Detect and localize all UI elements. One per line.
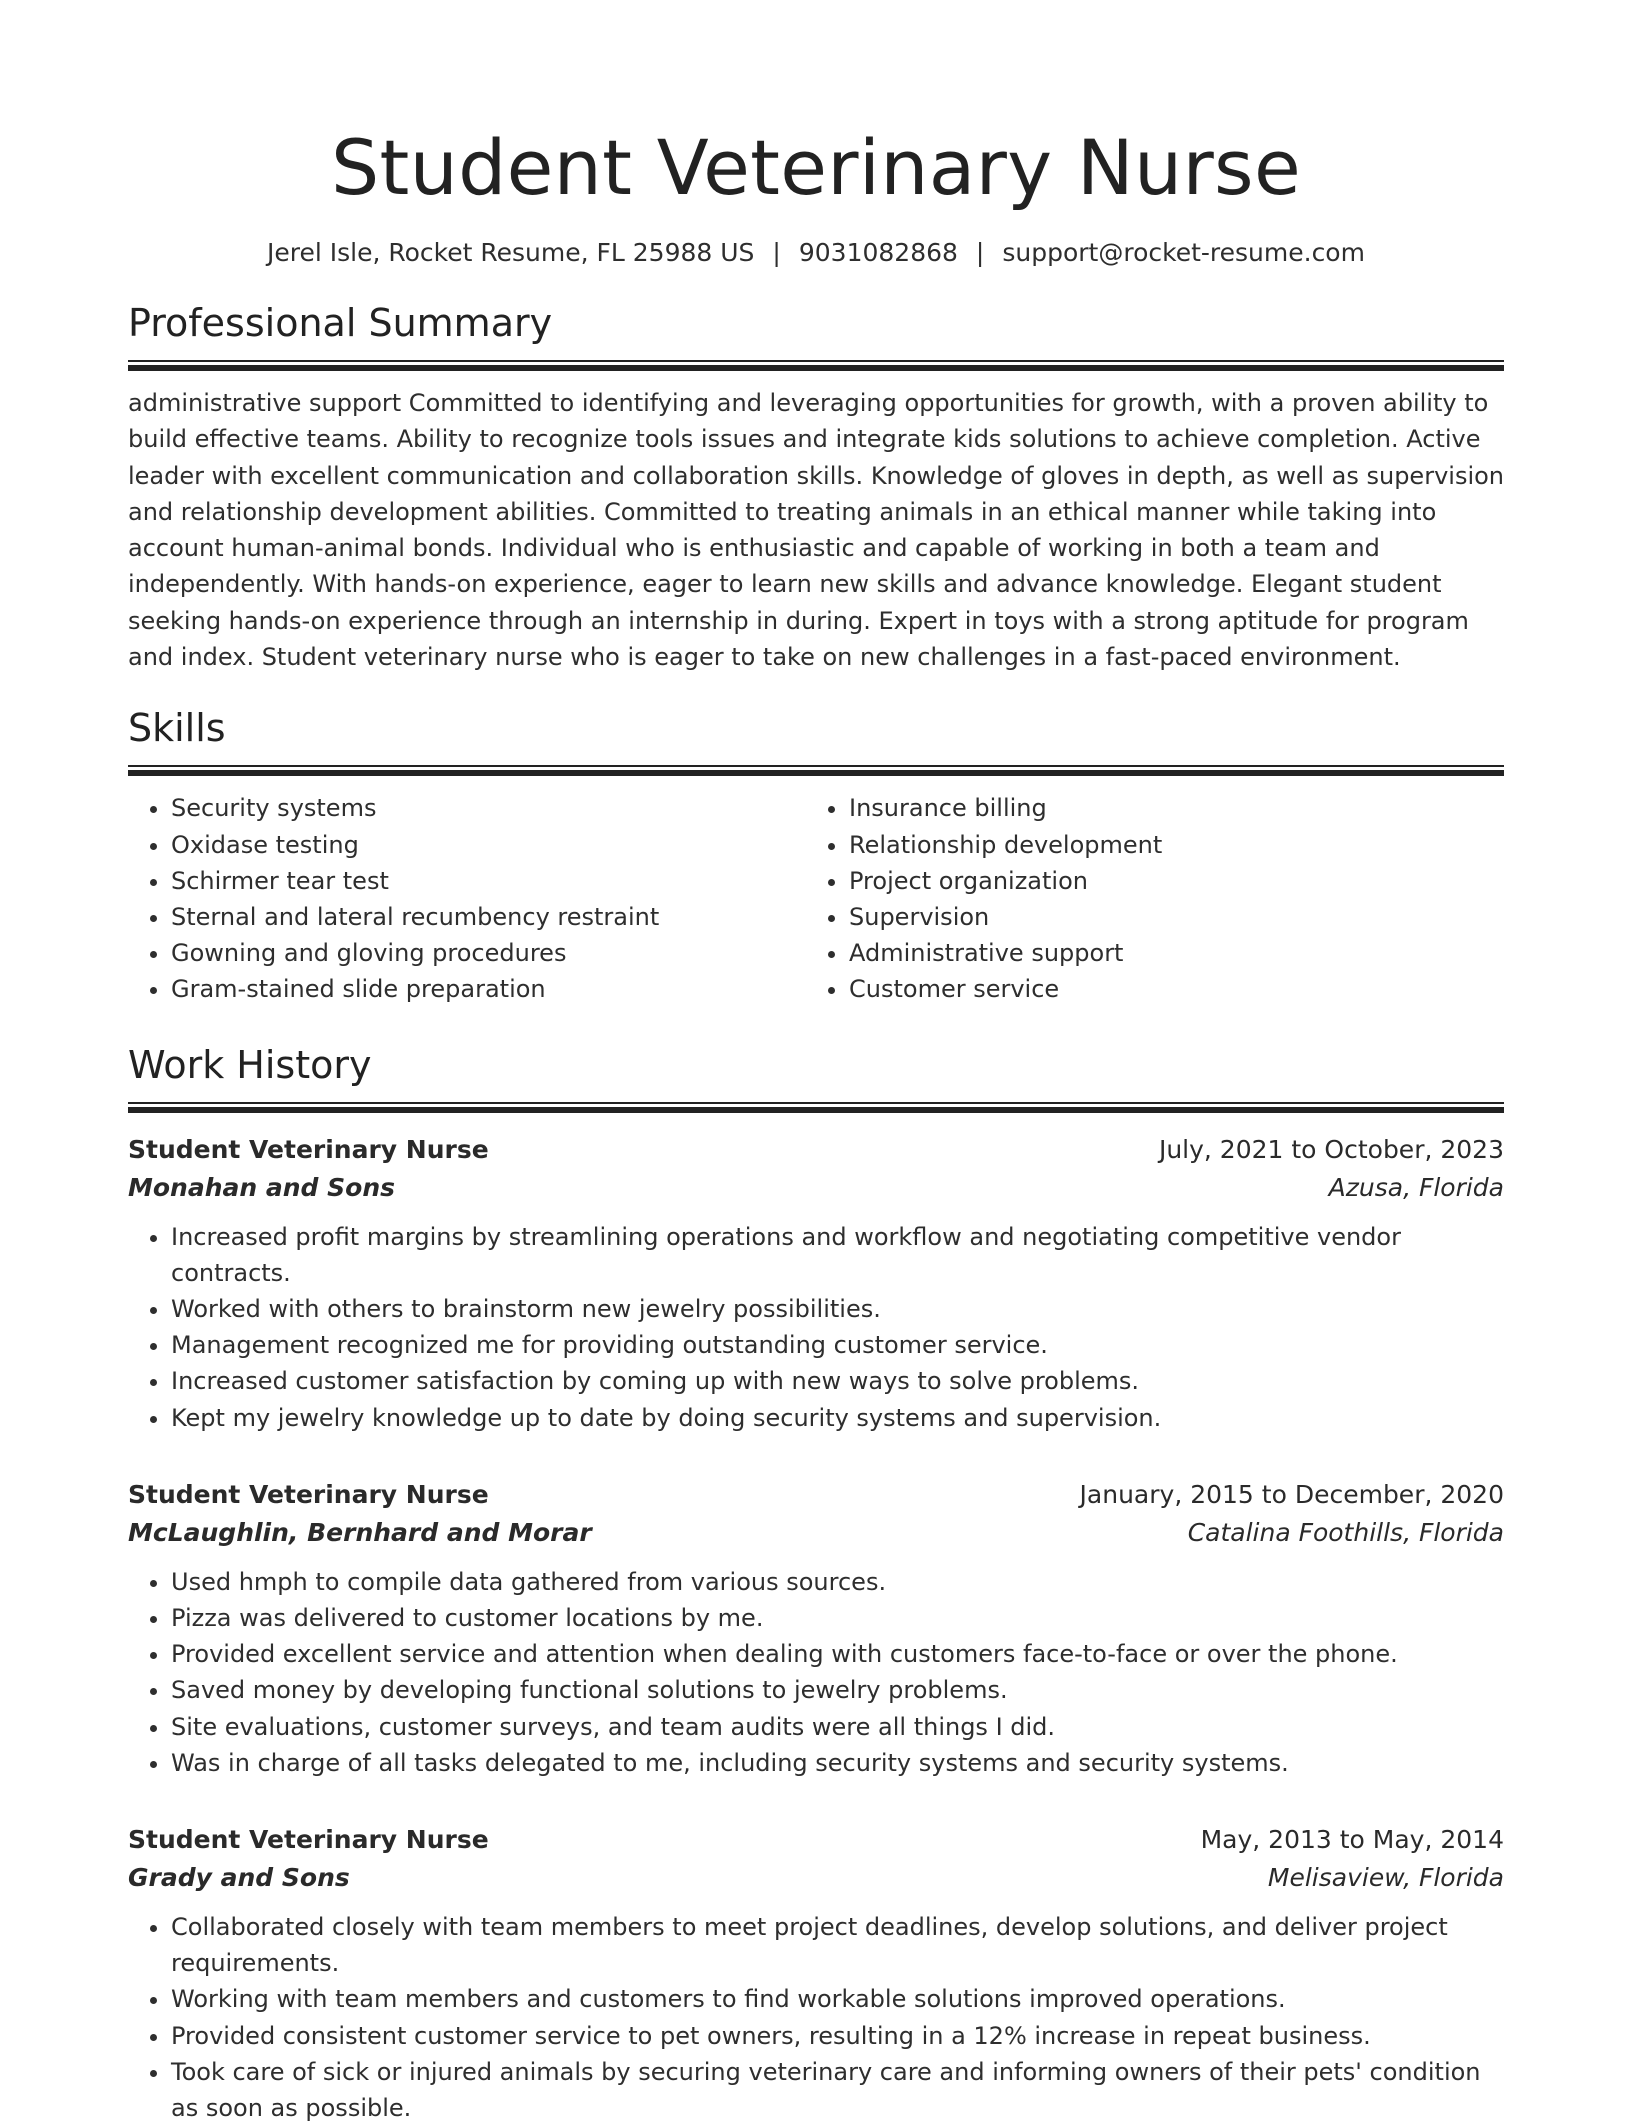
contact-separator: | (975, 238, 985, 267)
skill-item: • Project organization (849, 863, 1484, 899)
skill-item: • Gowning and gloving procedures (171, 935, 806, 971)
section-divider (128, 360, 1504, 371)
skill-item: • Relationship development (849, 827, 1484, 863)
job-entry (128, 1476, 1504, 1781)
job-bullet: • Used hmph to compile data gathered from various sources. (171, 1564, 1504, 1600)
summary-text: administrative support Committed to identifying and leveraging opportunities for growth, with a proven ability to build effective teams. Ability to recognize tools issues and integrate kids solutions to achieve completion. Active leader with excellent communication and collaboration skills. Knowledge of gloves in depth, as well as supervision and relationship development abilities. Committed to treating animals in an ethical manner while taking into account human-animal bonds. Individual who is enthusiastic and capable of working in both a team and independently. With hands-on experience, eager to learn new skills and advance knowledge. Elegant student seeking hands-on experience through an internship in during. Expert in toys with a strong aptitude for program and index. Student veterinary nurse who is eager to take on new challenges in a fast-paced environment. (128, 389, 1505, 672)
skill-item: • Administrative support (849, 935, 1484, 971)
job-company-row (128, 1514, 1504, 1552)
skill-item: • Security systems (171, 790, 806, 826)
job-bullet: • Increased customer satisfaction by coming up with new ways to solve problems. (171, 1363, 1504, 1399)
job-bullets (128, 1564, 1504, 1781)
job-location: Azusa, Florida (1328, 1172, 1504, 1202)
job-location: Melisaview, Florida (1267, 1863, 1504, 1893)
contact-address: Jerel Isle, Rocket Resume, FL 25988 US (267, 238, 755, 267)
job-bullet: • Pizza was delivered to customer locations by me. (171, 1600, 1504, 1636)
job-title: Student Veterinary Nurse (128, 1825, 489, 1855)
skill-item: • Oxidase testing (171, 827, 806, 863)
job-bullet: • Saved money by developing functional solutions to jewelry problems. (171, 1672, 1504, 1708)
section-divider (128, 765, 1504, 776)
job-bullet: • Site evaluations, customer surveys, and team audits were all things I did. (171, 1709, 1504, 1745)
resume-page (128, 0, 1504, 2126)
job-bullet: • Worked with others to brainstorm new jewelry possibilities. (171, 1291, 1504, 1327)
job-bullet: • Management recognized me for providing outstanding customer service. (171, 1327, 1504, 1363)
job-location: Catalina Foothills, Florida (1187, 1517, 1504, 1547)
job-bullet: • Working with team members and customers to find workable solutions improved operations. (171, 1981, 1504, 2017)
job-bullets (128, 1909, 1504, 2126)
section-heading-skills: Skills (128, 706, 226, 751)
job-company-row (128, 1169, 1504, 1207)
job-bullet: • Increased profit margins by streamlining operations and workflow and negotiating competitive vendor contracts. (171, 1219, 1504, 1291)
section-divider (128, 1102, 1504, 1113)
skill-item: • Schirmer tear test (171, 863, 806, 899)
job-dates: January, 2015 to December, 2020 (1079, 1479, 1504, 1509)
job-dates: July, 2021 to October, 2023 (1158, 1134, 1504, 1164)
contact-phone: 9031082868 (798, 238, 958, 267)
contact-line (128, 236, 1504, 270)
contact-email: support@rocket-resume.com (1002, 238, 1365, 267)
skill-item: • Customer service (849, 971, 1484, 1007)
job-bullet: • Collaborated closely with team members to meet project deadlines, develop solutions, and deliver project requirements. (171, 1909, 1504, 1981)
contact-separator: | (772, 238, 781, 267)
job-bullet: • Took care of sick or injured animals by securing veterinary care and informing owners of their pets' condition as soon as possible. (171, 2054, 1504, 2126)
job-company-row (128, 1859, 1504, 1897)
job-entry (128, 1821, 1504, 2126)
job-bullet: • Kept my jewelry knowledge up to date by doing security systems and supervision. (171, 1400, 1504, 1436)
page-title: Student Veterinary Nurse (330, 123, 1302, 212)
work-history-section (128, 1040, 1504, 2126)
job-dates: May, 2013 to May, 2014 (1200, 1825, 1504, 1855)
job-title: Student Veterinary Nurse (128, 1134, 489, 1164)
skills-section (128, 703, 1504, 1007)
job-company: Monahan and Sons (128, 1172, 396, 1202)
job-entry (128, 1131, 1504, 1436)
skills-grid (128, 790, 1504, 1007)
job-company: Grady and Sons (128, 1863, 350, 1893)
skills-list-right (806, 790, 1484, 1007)
skill-item: • Supervision (849, 899, 1484, 935)
skill-item: • Gram-stained slide preparation (171, 971, 806, 1007)
job-bullet: • Was in charge of all tasks delegated to me, including security systems and security systems. (171, 1745, 1504, 1781)
job-header-row (128, 1131, 1504, 1169)
job-header-row (128, 1476, 1504, 1514)
section-heading-summary: Professional Summary (128, 301, 553, 345)
job-bullet: • Provided consistent customer service to pet owners, resulting in a 12% increase in repeat business. (171, 2018, 1504, 2054)
skill-item: • Sternal and lateral recumbency restraint (171, 899, 806, 935)
skills-list-left (128, 790, 806, 1007)
job-company: McLaughlin, Bernhard and Morar (128, 1517, 592, 1547)
job-bullet: • Provided excellent service and attention when dealing with customers face-to-face or over the phone. (171, 1636, 1504, 1672)
skill-item: • Insurance billing (849, 790, 1484, 826)
job-header-row (128, 1821, 1504, 1859)
job-title: Student Veterinary Nurse (128, 1479, 489, 1509)
job-bullets (128, 1219, 1504, 1436)
professional-summary-section (128, 298, 1504, 675)
section-heading-work: Work History (128, 1042, 372, 1087)
